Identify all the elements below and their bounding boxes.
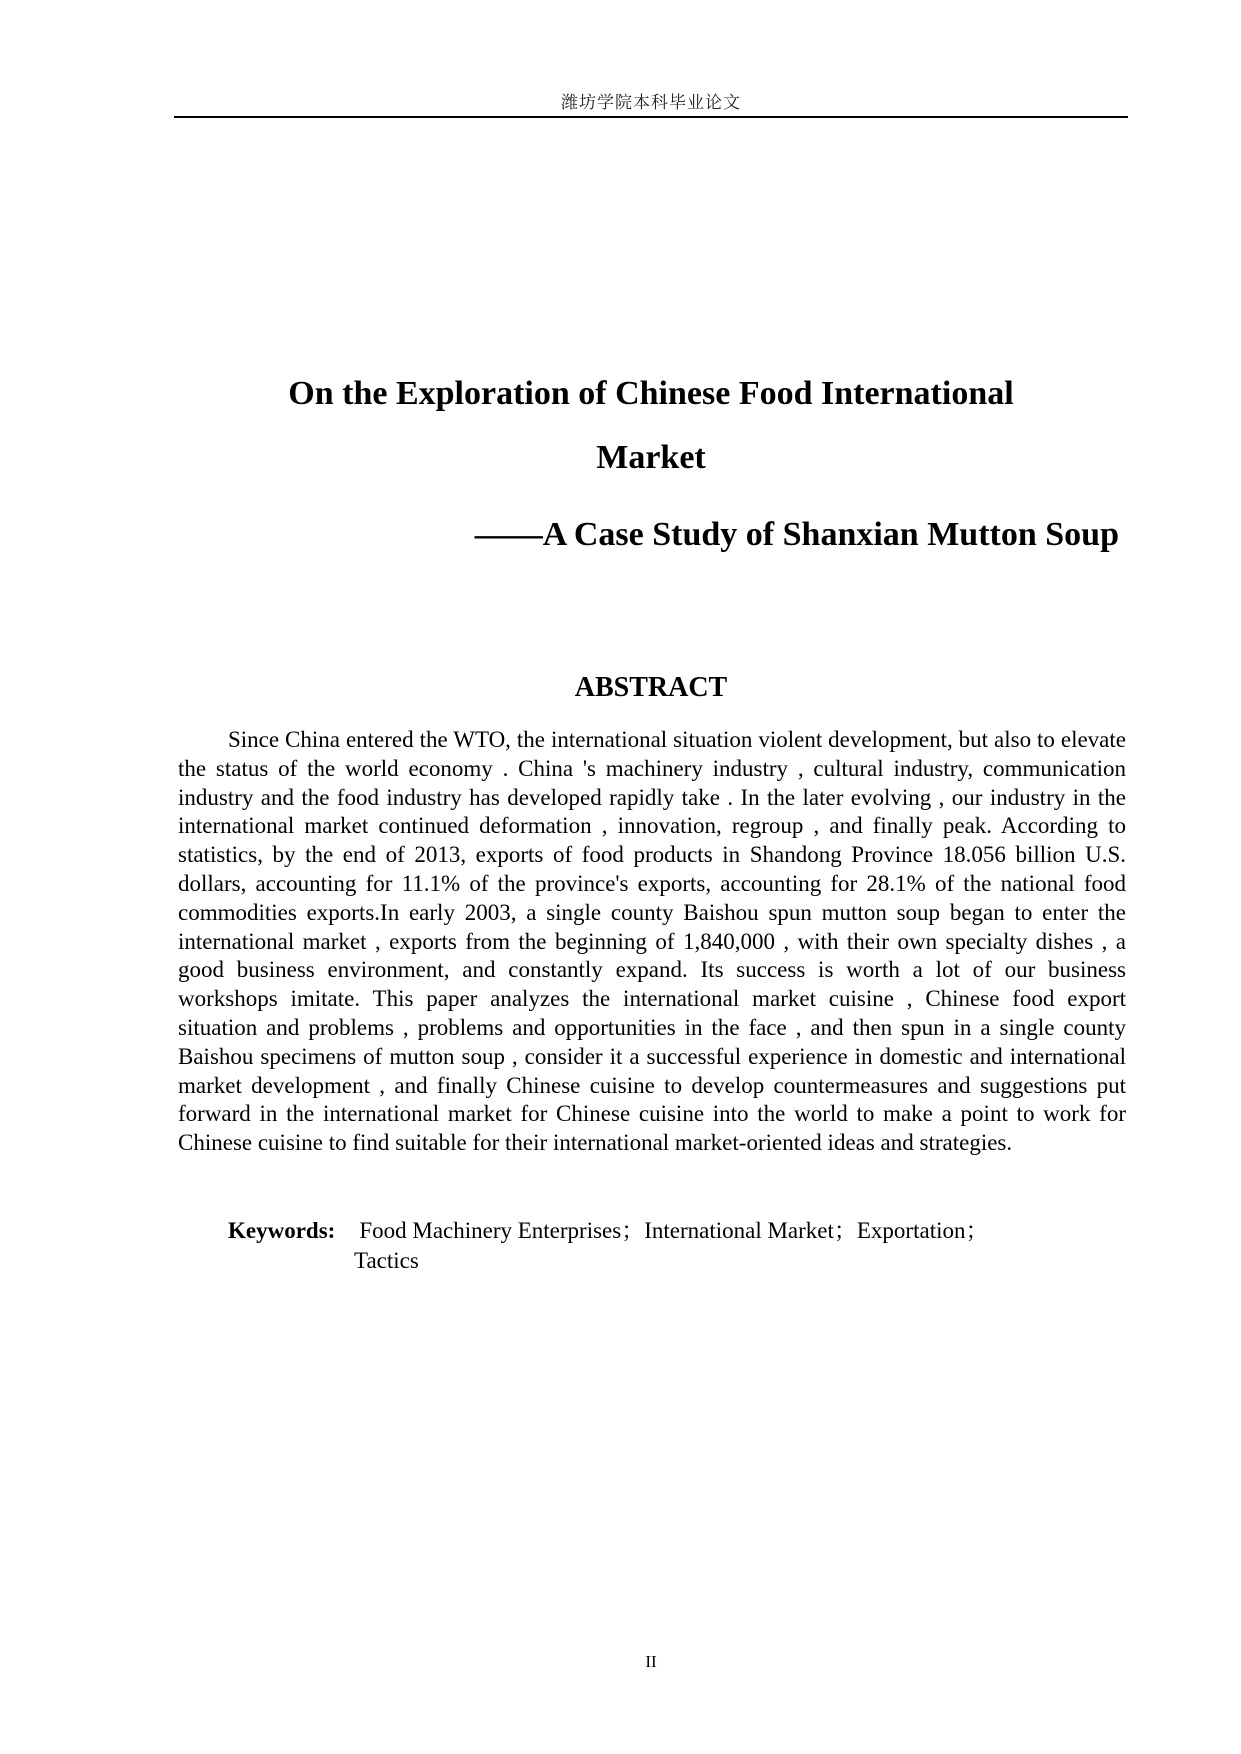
page-header: 潍坊学院本科毕业论文 — [561, 93, 741, 113]
paper-title — [174, 362, 1128, 490]
title-line-2: Market — [596, 439, 706, 476]
page-number: II — [645, 1652, 657, 1671]
abstract-body: Since China entered the WTO, the international situation violent development, but also to elevate the status of the world economy . China 's machinery industry , cultural industry, communication industry and the food industry has developed rapidly take . In the later evolving , our industry in the international market continued deformation , innovation, regroup , and finally peak. According to statistics, by the end of 2013, exports of food products in Shandong Province 18.056 billion U.S. dollars, accounting for 11.1% of the province's exports, accounting for 28.1% of the national food commodities exports.In early 2003, a single county Baishou spun mutton soup began to enter the international market , exports from the beginning of 1,840,000 , with their own specialty dishes , a good business environment, and constantly expand. Its success is worth a lot of our business workshops imitate. This paper analyzes the international market cuisine , Chinese food export situation and problems , problems and opportunities in the face , and then spun in a single county Baishou specimens of mutton soup , consider it a successful experience in domestic and international market development , and finally Chinese cuisine to develop countermeasures and suggestions put forward in the international market for Chinese cuisine into the world to make a point to work for Chinese cuisine to find suitable for their international market-oriented ideas and strategies. — [178, 727, 1126, 1156]
keywords-line — [228, 1216, 1048, 1245]
keywords-continuation: Tactics — [354, 1248, 419, 1273]
keywords-label: Keywords: — [228, 1218, 336, 1243]
title-line-1: On the Exploration of Chinese Food International — [288, 375, 1014, 412]
abstract-heading: ABSTRACT — [574, 672, 728, 703]
paper-subtitle: ——A Case Study of Shanxian Mutton Soup — [474, 516, 1119, 553]
header-rule — [174, 116, 1128, 118]
keywords-list: Food Machinery Enterprises；International Market；Exportation； — [359, 1218, 989, 1243]
